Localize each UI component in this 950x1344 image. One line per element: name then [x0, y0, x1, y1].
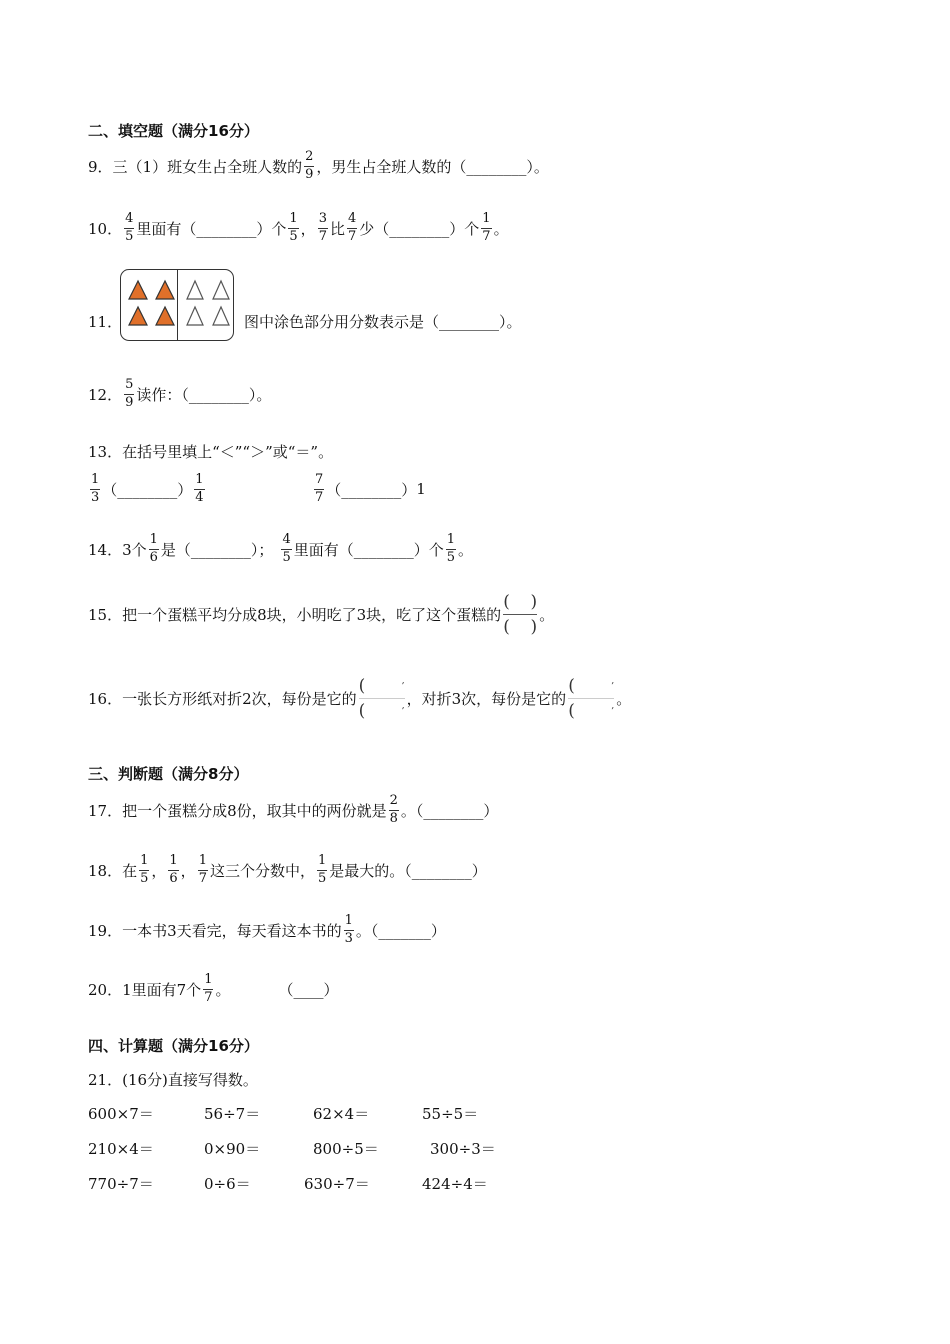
section-2-title: 二、填空题（满分16分）	[88, 122, 259, 140]
calc-item: 600×7＝	[88, 1105, 154, 1123]
question-10	[88, 212, 509, 245]
q10-text-4: 少（________）个	[359, 219, 480, 238]
q17-text-2: 。（________）	[400, 801, 499, 820]
question-19	[88, 914, 446, 947]
q9-fraction: $\frac{2}{9}$	[305, 149, 314, 182]
q16-text-2: ，对折3次，每份是它的	[406, 690, 567, 708]
section-3-title: 三、判断题（满分8分）	[88, 765, 249, 783]
q10-text-5: 。	[493, 219, 509, 238]
q10-fraction-4: $\frac{4}{7}$	[347, 211, 357, 244]
shaded-triangle-icon	[129, 281, 147, 299]
q10-text-1: 里面有（________）个	[136, 219, 287, 238]
question-15	[88, 592, 554, 637]
triangle-grid	[120, 269, 234, 341]
q18-comma-2: ，	[180, 861, 196, 880]
question-16	[88, 676, 631, 721]
calc-item: 0×90＝	[204, 1140, 261, 1158]
triangle-figure	[120, 269, 234, 341]
q15-text: 15．把一个蛋糕平均分成8块，小明吃了3块，吃了这个蛋糕的	[88, 606, 502, 624]
q13a-blank[interactable]: （________）	[102, 480, 193, 499]
q15-fraction-blank[interactable]: ( ) ( )	[503, 592, 538, 637]
empty-triangle-icon	[213, 281, 229, 299]
calc-item: 62×4＝	[313, 1105, 370, 1123]
calc-item: 55÷5＝	[422, 1105, 479, 1123]
q14-fraction-2: $\frac{4}{5}$	[282, 532, 291, 565]
q18-fraction-1: $\frac{1}{5}$	[140, 853, 149, 886]
q19-text-2: 。（_______）	[355, 921, 446, 940]
q12-text: 读作：（________）。	[136, 385, 272, 404]
q10-fraction-5: $\frac{1}{7}$	[482, 211, 491, 244]
q16-fraction-blank-1[interactable]: ( , ( ,	[358, 676, 405, 721]
q17-text-1: 17．把一个蛋糕分成8份，取其中的两份就是	[88, 801, 387, 820]
q13-compare-a	[88, 473, 207, 506]
calc-item: 770÷7＝	[88, 1175, 154, 1193]
q14-text-3: 里面有（________）个	[293, 540, 444, 559]
question-9	[88, 150, 549, 183]
shaded-triangle-icon	[156, 307, 174, 325]
q19-text-1: 19．一本书3天看完，每天看这本书的	[88, 921, 342, 940]
calc-item: 210×4＝	[88, 1140, 154, 1158]
q18-fraction-4: $\frac{1}{5}$	[317, 853, 327, 886]
q12-label: 12．	[88, 385, 123, 404]
q13b-fraction: $\frac{7}{7}$	[315, 472, 324, 505]
q19-fraction: $\frac{1}{3}$	[344, 913, 353, 946]
q10-text-3: 比	[329, 219, 345, 238]
calc-item: 300÷3＝	[430, 1140, 496, 1158]
q13b-value: 1	[416, 480, 426, 499]
question-14	[88, 533, 473, 566]
q18-fraction-2: $\frac{1}{6}$	[169, 853, 178, 886]
calc-item: 56÷7＝	[204, 1105, 261, 1123]
calc-item: 424÷4＝	[422, 1175, 488, 1193]
q13-compare-b	[312, 473, 426, 506]
q14-fraction-1: $\frac{1}{6}$	[149, 532, 158, 565]
question-12	[88, 378, 271, 411]
q16-fraction-blank-2[interactable]: ( , ( ,	[568, 676, 615, 721]
q10-text-2: ，	[300, 219, 316, 238]
question-20	[88, 973, 339, 1006]
q14-text-2: 是（________）；	[160, 540, 274, 559]
q14-text-4: 。	[458, 540, 474, 559]
question-17	[88, 794, 498, 827]
q9-text-pre: 9．三（1）班女生占全班人数的	[88, 157, 303, 176]
q20-text-1: 20．1里面有7个	[88, 980, 202, 999]
q15-end: 。	[539, 606, 555, 624]
q18-text-2: 这三个分数中，	[209, 861, 315, 880]
q14-text-1: 14．3个	[88, 540, 147, 559]
shaded-triangle-icon	[129, 307, 147, 325]
q12-fraction: $\frac{5}{9}$	[125, 377, 134, 410]
question-18	[88, 854, 487, 887]
q16-text-1: 16．一张长方形纸对折2次，每份是它的	[88, 690, 357, 708]
q18-comma-1: ，	[151, 861, 167, 880]
q20-text-2: 。	[215, 980, 231, 999]
q13a-fraction-2: $\frac{1}{4}$	[195, 472, 204, 505]
q13-text: 13．在括号里填上“＜”“＞”或“＝”。	[88, 443, 334, 461]
q21-text: 21．(16分)直接写得数。	[88, 1071, 258, 1089]
calc-item: 0÷6＝	[204, 1175, 251, 1193]
q13b-blank[interactable]: （________）	[326, 480, 417, 499]
q20-fraction: $\frac{1}{7}$	[204, 972, 213, 1005]
q11-text: 图中涂色部分用分数表示是（________）。	[244, 313, 522, 331]
calc-item: 800÷5＝	[313, 1140, 379, 1158]
q9-text-post: ，男生占全班人数的（________）。	[316, 157, 549, 176]
empty-triangle-icon	[187, 281, 203, 299]
q17-fraction: $\frac{2}{8}$	[389, 793, 398, 826]
q10-label: 10．	[88, 219, 123, 238]
q16-text-3: 。	[616, 690, 632, 708]
shaded-triangle-icon	[156, 281, 174, 299]
section-4-title: 四、计算题（满分16分）	[88, 1037, 259, 1055]
q10-fraction-1: $\frac{4}{5}$	[125, 211, 134, 244]
empty-triangle-icon	[213, 307, 229, 325]
calc-item: 630÷7＝	[304, 1175, 370, 1193]
q13a-fraction-1: $\frac{1}{3}$	[91, 472, 100, 505]
q11-label: 11．	[88, 313, 123, 331]
q18-text-1: 18．在	[88, 861, 138, 880]
q20-blank[interactable]: （____）	[278, 980, 339, 999]
q18-fraction-3: $\frac{1}{7}$	[198, 853, 207, 886]
q14-fraction-3: $\frac{1}{5}$	[446, 532, 456, 565]
q10-fraction-2: $\frac{1}{5}$	[289, 211, 298, 244]
empty-triangle-icon	[187, 307, 203, 325]
q18-text-3: 是最大的。（________）	[329, 861, 487, 880]
q10-fraction-3: $\frac{3}{7}$	[318, 211, 327, 244]
